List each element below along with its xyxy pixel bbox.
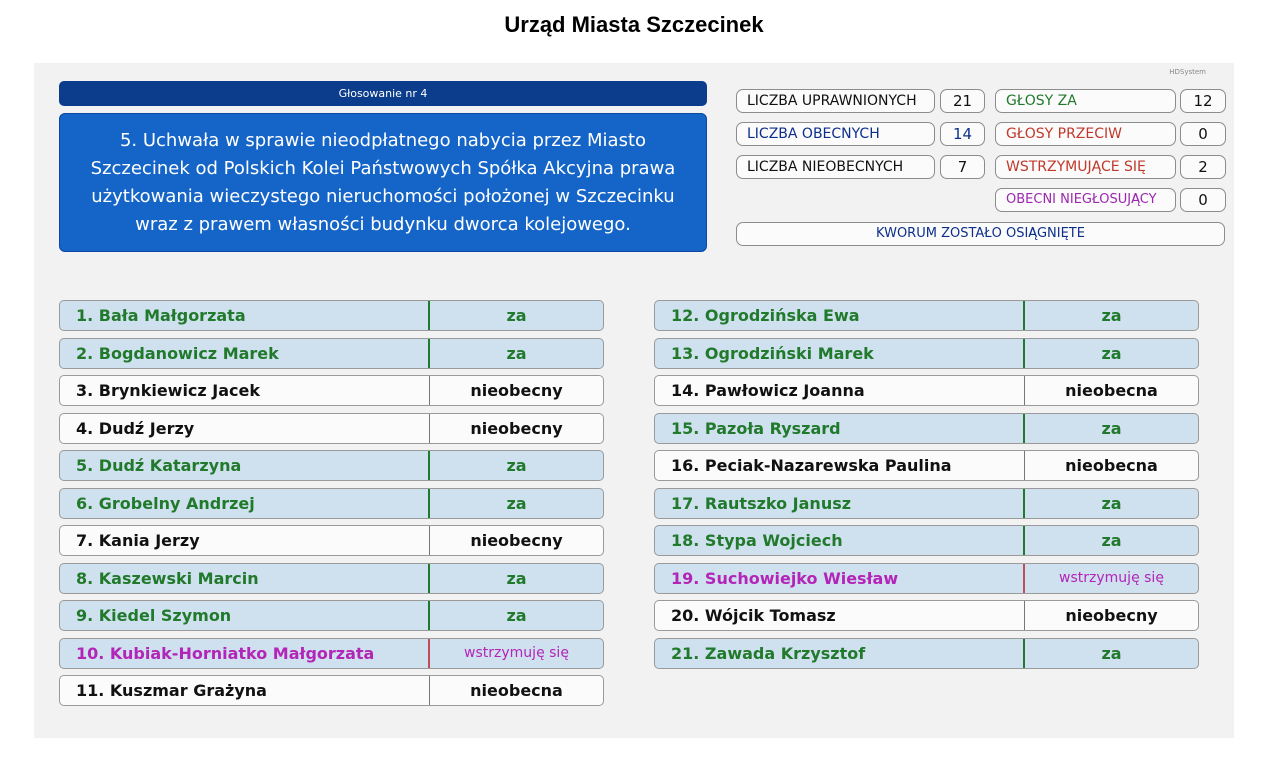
councillor-row	[59, 413, 604, 444]
abstain-label: WSTRZYMUJĄCE SIĘ	[995, 155, 1176, 179]
councillor-row	[59, 638, 604, 669]
councillor-row	[654, 563, 1199, 594]
councillor-vote-status: za	[506, 306, 527, 325]
councillor-name: 9. Kiedel Szymon	[60, 601, 430, 630]
councillor-name: 5. Dudź Katarzyna	[60, 451, 430, 480]
councillor-vote-status: za	[506, 493, 527, 513]
voting-panel	[34, 63, 1234, 738]
councillor-vote-status: nieobecna	[470, 681, 563, 700]
councillor-name: 13. Ogrodziński Marek	[655, 339, 1025, 368]
councillor-row	[59, 525, 604, 556]
councillor-vote-status: nieobecna	[1065, 456, 1158, 475]
councillor-row	[59, 488, 604, 519]
councillor-vote-status: za	[1101, 418, 1122, 438]
present-not-voting-label: OBECNI NIEGŁOSUJĄCY	[995, 188, 1176, 212]
councillor-vote-status: nieobecna	[1065, 381, 1158, 400]
councillor-name: 19. Suchowiejko Wiesław	[655, 564, 1025, 593]
councillor-row	[654, 338, 1199, 369]
councillor-vote-status: za	[1101, 643, 1122, 663]
councillor-row	[654, 525, 1199, 556]
entitled-value: 21	[940, 89, 985, 113]
councillor-vote-status: za	[1101, 493, 1122, 513]
brand-label: HDSystem	[1169, 68, 1206, 76]
councillor-row	[59, 600, 604, 631]
councillor-row	[59, 338, 604, 369]
councillor-name: 20. Wójcik Tomasz	[655, 601, 1025, 630]
councillor-vote-status: nieobecny	[470, 531, 563, 550]
councillor-row	[654, 413, 1199, 444]
councillor-row	[654, 375, 1199, 406]
councillor-row	[59, 450, 604, 481]
councillor-name: 6. Grobelny Andrzej	[60, 489, 430, 518]
quorum-status: KWORUM ZOSTAŁO OSIĄGNIĘTE	[736, 222, 1225, 246]
councillor-row	[59, 675, 604, 706]
voting-number-bar: Głosowanie nr 4	[59, 81, 707, 106]
votes-against-label: GŁOSY PRZECIW	[995, 122, 1176, 146]
councillor-name: 2. Bogdanowicz Marek	[60, 339, 430, 368]
councillor-name: 3. Brynkiewicz Jacek	[60, 376, 430, 405]
present-label: LICZBA OBECNYCH	[736, 122, 935, 146]
councillor-name: 10. Kubiak-Horniatko Małgorzata	[60, 639, 430, 668]
councillor-vote-status: za	[1101, 343, 1122, 363]
councillor-vote-status: za	[506, 568, 527, 588]
councillor-name: 12. Ogrodzińska Ewa	[655, 301, 1025, 330]
councillor-row	[59, 300, 604, 331]
councillor-name: 8. Kaszewski Marcin	[60, 564, 430, 593]
councillor-name: 4. Dudź Jerzy	[60, 414, 430, 443]
present-value: 14	[940, 122, 985, 146]
councillor-vote-status: za	[1101, 531, 1122, 550]
councillor-vote-status: nieobecny	[470, 381, 563, 400]
councillor-row	[654, 488, 1199, 519]
councillor-row	[59, 375, 604, 406]
votes-for-value: 12	[1180, 89, 1226, 113]
councillor-row	[59, 563, 604, 594]
councillor-vote-status: wstrzymuję się	[1059, 569, 1164, 586]
councillor-row	[654, 300, 1199, 331]
councillor-name: 15. Pazoła Ryszard	[655, 414, 1025, 443]
votes-against-value: 0	[1180, 122, 1226, 146]
councillor-name: 1. Bała Małgorzata	[60, 301, 430, 330]
councillor-row	[654, 450, 1199, 481]
councillor-vote-status: wstrzymuję się	[464, 644, 569, 661]
councillor-name: 18. Stypa Wojciech	[655, 526, 1025, 555]
councillor-vote-status: nieobecny	[1065, 606, 1158, 625]
councillor-name: 16. Peciak-Nazarewska Paulina	[655, 451, 1025, 480]
councillor-name: 17. Rautszko Janusz	[655, 489, 1025, 518]
present-not-voting-value: 0	[1180, 188, 1226, 212]
councillor-vote-status: za	[506, 456, 527, 475]
councillor-name: 11. Kuszmar Grażyna	[60, 676, 430, 705]
councillor-row	[654, 600, 1199, 631]
councillor-name: 7. Kania Jerzy	[60, 526, 430, 555]
councillor-vote-status: za	[1101, 306, 1122, 325]
resolution-text: 5. Uchwała w sprawie nieodpłatnego nabycia przez Miasto Szczecinek od Polskich Kolei Państwowych Spółka Akcyjna prawa użytkowania wieczystego nieruchomości położonej w Szczecinku wraz z prawem własności budynku dworca kolejowego.	[59, 113, 707, 252]
page-title: Urząd Miasta Szczecinek	[504, 12, 764, 37]
votes-for-label: GŁOSY ZA	[995, 89, 1176, 113]
councillor-vote-status: za	[506, 343, 527, 363]
abstain-value: 2	[1180, 155, 1226, 179]
absent-label: LICZBA NIEOBECNYCH	[736, 155, 935, 179]
entitled-label: LICZBA UPRAWNIONYCH	[736, 89, 935, 113]
councillor-name: 21. Zawada Krzysztof	[655, 639, 1025, 668]
councillor-vote-status: za	[506, 606, 527, 625]
councillor-row	[654, 638, 1199, 669]
councillor-vote-status: nieobecny	[470, 418, 563, 438]
councillor-name: 14. Pawłowicz Joanna	[655, 376, 1025, 405]
absent-value: 7	[940, 155, 985, 179]
